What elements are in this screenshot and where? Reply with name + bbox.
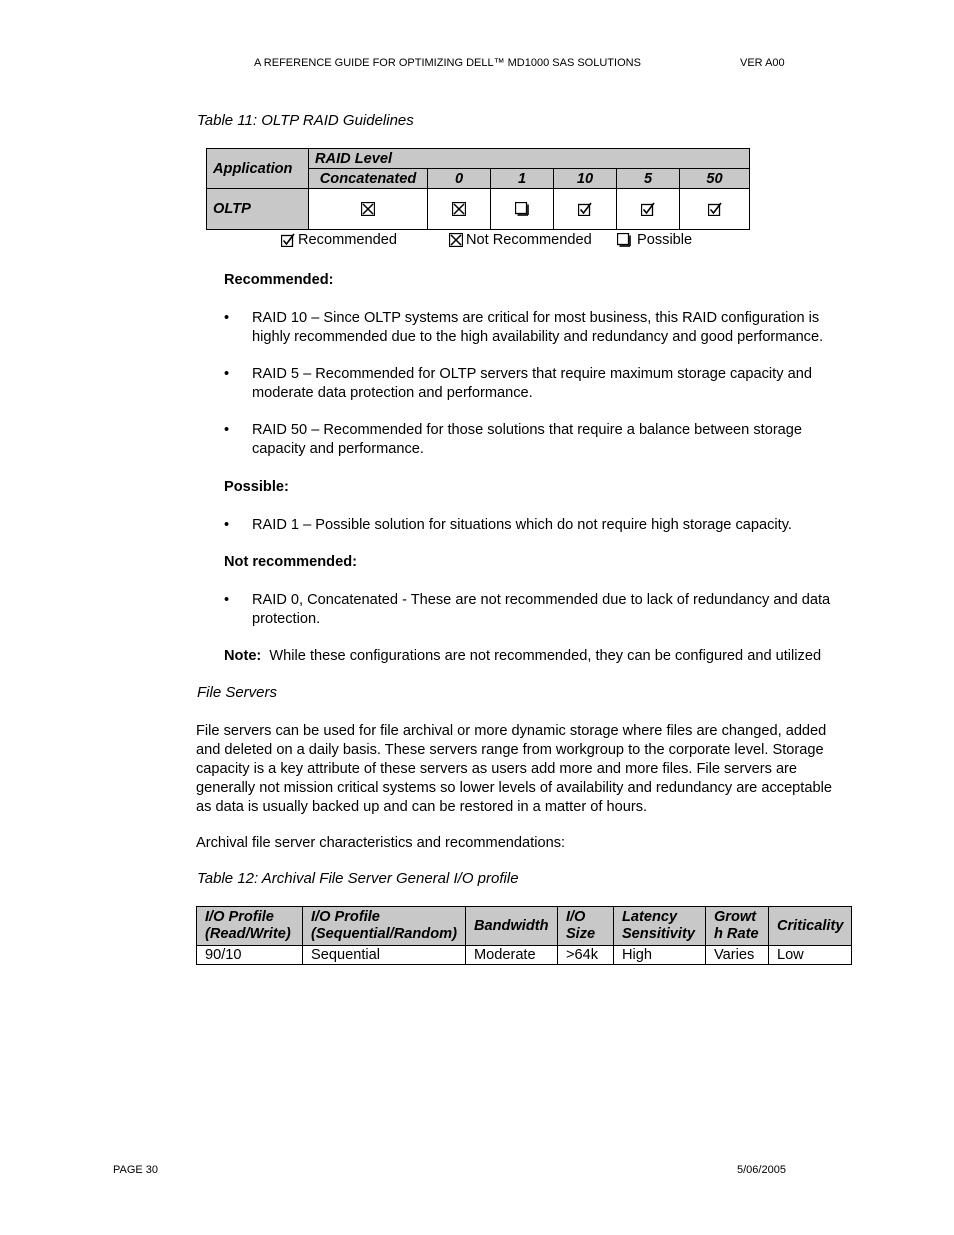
list-item: • RAID 50 – Recommended for those solutions that require a balance between storage capacity and performance. [224,421,844,459]
list-item: • RAID 10 – Since OLTP systems are critical for most business, this RAID configuration is highly recommended due to the high availability and redundancy and good performance. [224,309,844,347]
level-10: 10 [554,169,617,189]
col-bandwidth: Bandwidth [465,907,557,946]
oltp-raid50-cell [680,189,750,230]
cell-latency: High [613,946,705,965]
footer-date: 5/06/2005 [737,1164,786,1176]
table-12-caption: Table 12: Archival File Server General I/O profile [197,870,519,887]
not-recommended-list [224,591,844,629]
io-profile-table [196,906,852,965]
recommended-icon [281,233,295,247]
legend-not-recommended-label: Not Recommended [466,232,592,248]
cell-bandwidth: Moderate [465,946,557,965]
legend-possible-label: Possible [637,232,693,248]
page-number: PAGE 30 [113,1164,159,1176]
level-0: 0 [428,169,491,189]
oltp-raid5-cell [617,189,680,230]
possible-icon [617,233,631,247]
list-item: • RAID 0, Concatenated - These are not recommended due to lack of redundancy and data protection. [224,591,844,629]
possible-icon [515,202,529,216]
not-recommended-icon [452,202,466,216]
recommended-icon [578,202,592,216]
possible-heading: Possible: [224,479,289,495]
list-item: • RAID 5 – Recommended for OLTP servers that require maximum storage capacity and moderate data protection and performance. [224,365,844,403]
document-header-title: A REFERENCE GUIDE FOR OPTIMIZING DELL™ MD1000 SAS SOLUTIONS [254,57,641,69]
cell-read-write: 90/10 [197,946,303,965]
recommended-heading: Recommended: [224,272,334,288]
level-concatenated: Concatenated [309,169,428,189]
oltp-raid0-cell [428,189,491,230]
oltp-raid1-cell [491,189,554,230]
archival-intro: Archival file server characteristics and recommendations: [196,835,566,851]
note-label: Note: [224,648,262,664]
legend-not-recommended [449,232,592,248]
col-growth-rate: Growt h Rate [705,907,768,946]
list-item: • RAID 1 – Possible solution for situations which do not require high storage capacity. [224,516,844,535]
col-io-profile-rw: I/O Profile (Read/Write) [197,907,303,946]
oltp-row [207,189,750,230]
level-5: 5 [617,169,680,189]
file-servers-heading: File Servers [197,684,278,701]
table-11-caption: Table 11: OLTP RAID Guidelines [197,112,414,129]
not-recommended-icon [449,233,463,247]
note-text: While these configurations are not recommended, they can be configured and utilized [269,648,822,664]
cell-io-size: >64k [557,946,613,965]
recommended-icon [708,202,722,216]
col-criticality: Criticality [768,907,852,946]
possible-list [224,516,844,535]
level-1: 1 [491,169,554,189]
legend-recommended [281,232,397,248]
cell-criticality: Low [768,946,852,965]
recommended-list [224,309,844,459]
oltp-raid-table [206,148,750,230]
legend-possible [617,232,692,248]
oltp-raid10-cell [554,189,617,230]
cell-growth-rate: Varies [705,946,768,965]
legend-recommended-label: Recommended [298,232,397,248]
oltp-concatenated-cell [309,189,428,230]
not-recommended-heading: Not recommended: [224,554,357,570]
raid-level-header: RAID Level [309,149,750,169]
not-recommended-icon [361,202,375,216]
file-servers-paragraph: File servers can be used for file archival or more dynamic storage where files are changed, added and deleted on a daily basis. These servers range from workgroup to the corporate level. Storage capacity is a key attribute of these servers as users add more and more files. File servers are generally not mission critical systems so lower levels of availability and redundancy are acceptable as data is usually backed up and can be restored in a matter of hours. [196,723,832,815]
application-header: Application [207,149,309,189]
recommended-icon [641,202,655,216]
io-header-row [197,907,852,946]
document-version: VER A00 [740,57,785,69]
col-latency-sensitivity: Latency Sensitivity [613,907,705,946]
col-io-profile-sr: I/O Profile (Sequential/Random) [303,907,466,946]
col-io-size: I/O Size [557,907,613,946]
oltp-label: OLTP [207,189,309,230]
cell-sequential-random: Sequential [303,946,466,965]
table-row [197,946,852,965]
note [224,647,844,666]
level-50: 50 [680,169,750,189]
